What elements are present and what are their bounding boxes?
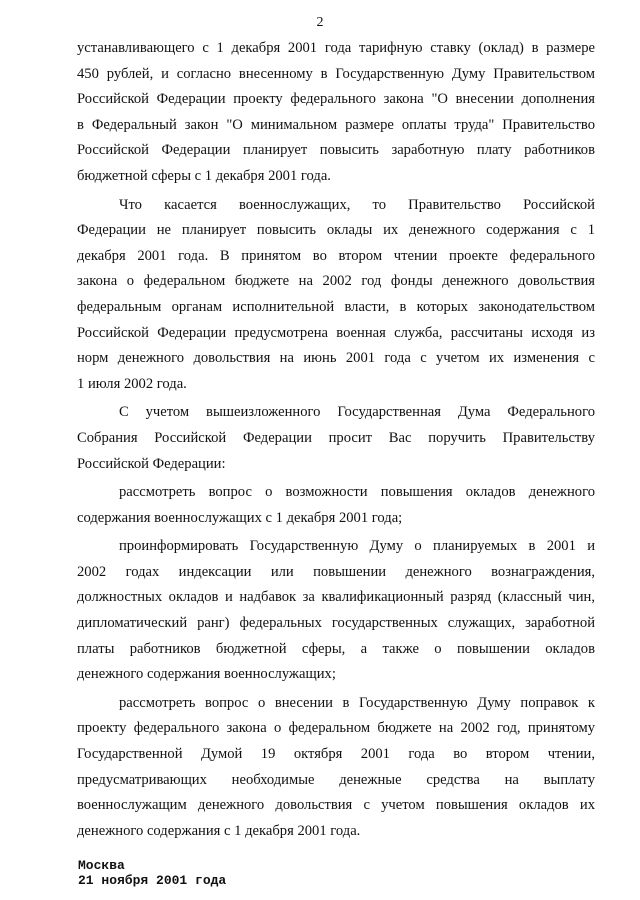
document-body xyxy=(77,36,595,847)
text-line: Российской Федерации проекту федерального закона "О внесении дополнения xyxy=(77,91,595,108)
text-line: Российской Федерации предусмотрена военная служба, рассчитаны исходя из xyxy=(77,324,595,341)
page-number: 2 xyxy=(316,15,324,30)
text-line: рассмотреть вопрос о внесении в Государственную Думу поправок к xyxy=(119,694,595,711)
list-item xyxy=(77,480,595,531)
text-line: денежного содержания с 1 декабря 2001 года. xyxy=(77,822,361,839)
text-line: проинформировать Государственную Думу о планируемых в 2001 и xyxy=(119,538,595,555)
paragraph xyxy=(77,193,595,398)
signature-block xyxy=(78,858,226,888)
text-line: закона о федеральном бюджете на 2002 год фонды денежного довольствия xyxy=(77,273,595,290)
text-line: проекту федерального закона о федеральном бюджете на 2002 год, принятому xyxy=(77,720,595,737)
text-line: Собрания Российской Федерации просит Вас поручить Правительству xyxy=(77,429,595,446)
text-line: декабря 2001 года. В принятом во втором чтении проекте федерального xyxy=(77,247,595,264)
text-line: бюджетной сферы с 1 декабря 2001 года. xyxy=(77,167,331,184)
text-line: 2002 годах индексации или повышении денежного вознаграждения, xyxy=(77,563,595,580)
text-line: Что касается военнослужащих, то Правительство Российской xyxy=(119,196,595,213)
text-line: военнослужащим денежного довольствия с учетом повышения окладов их xyxy=(77,797,595,814)
text-line: рассмотреть вопрос о возможности повышения окладов денежного xyxy=(119,484,595,501)
text-line: Государственной Думой 19 октября 2001 года во втором чтении, xyxy=(77,746,595,763)
text-line: норм денежного довольствия на июнь 2001 года с учетом их изменения с xyxy=(77,350,595,367)
text-line: Российской Федерации: xyxy=(77,455,226,472)
text-line: должностных окладов и надбавок за квалификационный разряд (классный чин, xyxy=(77,589,595,606)
text-line: федеральным органам исполнительной власти, в которых законодательством xyxy=(77,298,595,315)
text-line: Федерации не планирует повысить оклады их денежного содержания с 1 xyxy=(77,222,595,239)
text-line: в Федеральный закон "О минимальном размере оплаты труда" Правительство xyxy=(77,116,595,133)
text-line: содержания военнослужащих с 1 декабря 2001 года; xyxy=(77,509,403,526)
list-item xyxy=(77,691,595,845)
paragraph xyxy=(77,400,595,477)
text-line: С учетом вышеизложенного Государственная Дума Федерального xyxy=(119,404,595,421)
place-label: Москва xyxy=(78,858,125,873)
text-line: дипломатический ранг) федеральных государственных служащих, заработной xyxy=(77,615,595,632)
text-line: денежного содержания военнослужащих; xyxy=(77,666,336,683)
paragraph xyxy=(77,36,595,190)
text-line: платы работников бюджетной сферы, а также о повышении окладов xyxy=(77,640,595,657)
text-line: устанавливающего с 1 декабря 2001 года тарифную ставку (оклад) в размере xyxy=(77,40,595,56)
text-line: предусматривающих необходимые денежные средства на выплату xyxy=(77,771,595,788)
text-line: 1 июля 2002 года. xyxy=(77,375,187,392)
date-label: 21 ноября 2001 года xyxy=(78,873,227,888)
text-line: Российской Федерации планирует повысить заработную плату работников xyxy=(77,142,595,159)
text-line: 450 рублей, и согласно внесенному в Государственную Думу Правительством xyxy=(77,65,595,82)
list-item xyxy=(77,534,595,688)
